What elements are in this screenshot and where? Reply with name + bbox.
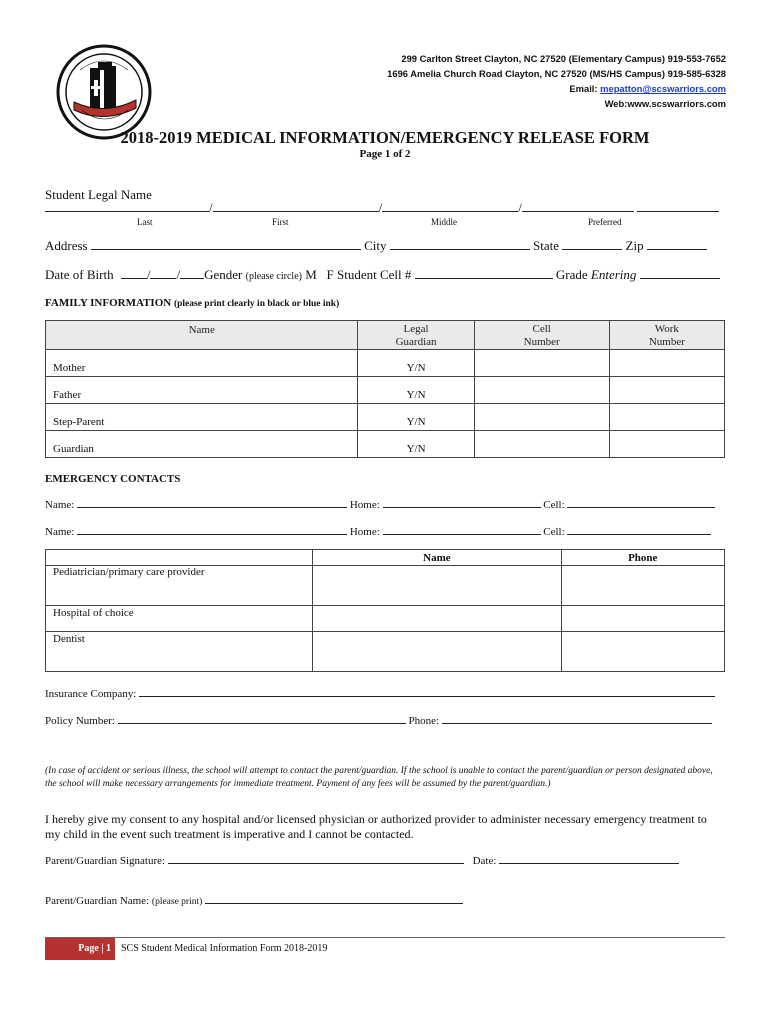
guardian-name-row [45, 894, 463, 907]
policy-number-field[interactable] [118, 714, 406, 724]
insurance-company-label: Insurance Company: [45, 688, 137, 700]
provider-row-label: Dentist [53, 633, 85, 645]
student-cell-field[interactable] [415, 267, 553, 279]
family-yn-cell[interactable]: Y/N [358, 377, 474, 404]
city-field[interactable] [390, 238, 530, 250]
insurance-company-field[interactable] [139, 687, 715, 697]
family-work-number[interactable] [609, 431, 724, 458]
dob-month-field[interactable] [121, 267, 147, 279]
header-web: Web:www.scswarriors.com [604, 98, 726, 109]
grade-field[interactable] [640, 267, 720, 279]
provider-phone-cell[interactable] [561, 632, 725, 672]
family-cell-number[interactable] [474, 404, 609, 431]
grade-label: Grade [555, 267, 588, 282]
family-yn-cell[interactable]: Y/N [358, 404, 474, 431]
table-row [46, 377, 725, 404]
dob-row: Date of Birth / / Gender (please circle) M F Student Cell # Grade Entering [45, 267, 720, 283]
family-cell-number[interactable] [474, 350, 609, 377]
student-name-label: Student Legal Name [45, 187, 152, 202]
header-address-elementary: 299 Carlton Street Clayton, NC 27520 (Elementary Campus) 919-553-7652 [401, 53, 726, 64]
consent-statement: I hereby give my consent to any hospital and/or licensed physician or authorized provider to administer necessary emergency treatment to my child in the event such treatment is imperative and I cannot be contacted. [45, 812, 707, 841]
emergency-heading: EMERGENCY CONTACTS [45, 473, 181, 485]
family-col-name: Name [188, 324, 215, 336]
date-field[interactable] [499, 854, 679, 864]
emergency-cell-field[interactable] [567, 498, 715, 508]
sub-label-middle: Middle [431, 217, 457, 227]
address-label: Address [45, 238, 88, 253]
provider-row-label: Pediatrician/primary care provider [53, 566, 205, 578]
table-row [46, 350, 725, 377]
family-cell-number[interactable] [474, 377, 609, 404]
emergency-contact-row [45, 525, 711, 538]
school-seal-logo [56, 44, 152, 140]
family-name-cell[interactable]: Father [46, 377, 358, 404]
gender-note: (please circle) [245, 271, 302, 282]
grade-entering: Entering [590, 267, 637, 282]
provider-name-cell[interactable] [313, 606, 561, 632]
emergency-home-field[interactable] [383, 498, 541, 508]
family-yn-cell[interactable]: Y/N [358, 431, 474, 458]
address-row [45, 238, 707, 254]
footer-page-tag: Page | 1 [45, 938, 115, 960]
signature-label: Parent/Guardian Signature: [45, 855, 166, 867]
policy-row [45, 714, 712, 727]
family-work-number[interactable] [609, 377, 724, 404]
provider-row-label: Hospital of choice [53, 607, 134, 619]
emergency-cell-label: Cell: [543, 526, 565, 538]
guardian-name-field[interactable] [205, 894, 463, 904]
insurance-company-row [45, 687, 715, 700]
provider-phone-cell[interactable] [561, 606, 725, 632]
emergency-home-label: Home: [349, 526, 380, 538]
provider-name-cell[interactable] [313, 632, 561, 672]
emergency-home-label: Home: [349, 499, 380, 511]
family-work-number[interactable] [609, 350, 724, 377]
family-table [45, 320, 725, 458]
dob-day-field[interactable] [150, 267, 176, 279]
emergency-cell-label: Cell: [543, 499, 565, 511]
guardian-name-note: (please print) [151, 897, 203, 907]
header-address-mshs: 1696 Amelia Church Road Clayton, NC 27520 (MS/HS Campus) 919-585-6328 [387, 68, 726, 79]
family-work-number[interactable] [609, 404, 724, 431]
table-row [46, 606, 725, 632]
emergency-name-field[interactable] [77, 525, 347, 535]
policy-number-label: Policy Number: [45, 715, 115, 727]
student-cell-label: Student Cell # [337, 267, 412, 282]
table-row [46, 431, 725, 458]
emergency-name-field[interactable] [77, 498, 347, 508]
family-col-work: Work Number [648, 323, 685, 348]
gender-options[interactable]: M F [305, 267, 334, 282]
emergency-contact-row [45, 498, 715, 511]
family-heading: FAMILY INFORMATION (please print clearly in black or blue ink) [45, 297, 340, 309]
emergency-cell-field[interactable] [567, 525, 711, 535]
emergency-name-label: Name: [45, 499, 75, 511]
table-row [46, 404, 725, 431]
email-link[interactable]: mepatton@scswarriors.com [600, 83, 726, 94]
sub-label-preferred: Preferred [588, 217, 622, 227]
family-name-cell[interactable]: Mother [46, 350, 358, 377]
insurance-phone-field[interactable] [442, 714, 712, 724]
header-email-line: Email: mepatton@scswarriors.com [569, 83, 726, 94]
student-name-fields[interactable]: / / / [45, 200, 725, 214]
provider-col-phone: Phone [561, 550, 725, 566]
dob-year-field[interactable] [180, 267, 204, 279]
sub-label-last: Last [137, 217, 153, 227]
table-row [46, 566, 725, 606]
emergency-home-field[interactable] [383, 525, 541, 535]
family-col-cell: Cell Number [523, 323, 560, 348]
signature-field[interactable] [168, 854, 464, 864]
city-label: City [364, 238, 387, 253]
family-name-cell[interactable]: Step-Parent [46, 404, 358, 431]
zip-label: Zip [625, 238, 644, 253]
sub-label-first: First [272, 217, 289, 227]
dob-label: Date of Birth [45, 267, 114, 282]
insurance-phone-label: Phone: [408, 715, 440, 727]
date-label: Date: [472, 855, 497, 867]
provider-col-name: Name [313, 550, 561, 566]
guardian-name-label: Parent/Guardian Name: [45, 895, 150, 907]
table-row [46, 632, 725, 672]
signature-row [45, 854, 679, 867]
provider-name-cell[interactable] [313, 566, 561, 606]
provider-table [45, 549, 725, 672]
state-field[interactable] [562, 238, 622, 250]
emergency-notice: (In case of accident or serious illness, the school will attempt to contact the parent/guardian. If the school is unable to contact the parent/guardian or person designated above, the school will make necessary arrangements for immediate treatment. Payment of any fees will be assumed by the parent/guardian.) [45, 766, 713, 789]
footer-doc-name: SCS Student Medical Information Form 2018-2019 [121, 943, 328, 954]
form-title: 2018-2019 MEDICAL INFORMATION/EMERGENCY RELEASE FORM [120, 128, 650, 147]
family-cell-number[interactable] [474, 431, 609, 458]
zip-field[interactable] [647, 238, 707, 250]
provider-phone-cell[interactable] [561, 566, 725, 606]
emergency-name-label: Name: [45, 526, 75, 538]
family-name-cell[interactable]: Guardian [46, 431, 358, 458]
family-yn-cell[interactable]: Y/N [358, 350, 474, 377]
state-label: State [533, 238, 560, 253]
address-field[interactable] [91, 238, 361, 250]
family-col-legal: Legal Guardian [395, 323, 437, 348]
gender-label: Gender [204, 267, 243, 282]
page-indicator: Page 1 of 2 [359, 148, 411, 160]
footer-rule [45, 937, 725, 938]
